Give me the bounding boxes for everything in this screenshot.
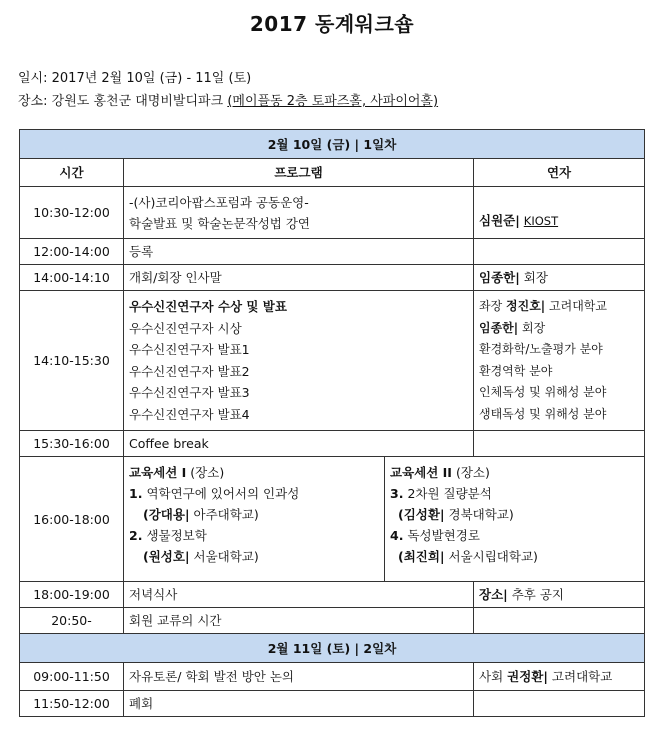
chair-line: [479, 296, 639, 318]
speaker-name: 심원준|: [479, 213, 520, 228]
place-label: 장소:: [18, 94, 48, 109]
session-two: [384, 457, 644, 581]
date-value: 2017년 2월 10일 (금) - 11일 (토): [51, 71, 252, 86]
session-item: [129, 483, 384, 504]
item-number: 3.: [390, 486, 404, 501]
table-row: [20, 457, 645, 582]
speaker-cell: [474, 239, 645, 265]
speaker-cell: [474, 608, 645, 634]
time-cell: 10:30-12:00: [20, 187, 124, 239]
chair-name: 정진호|: [506, 299, 546, 313]
page-title: 2017 동계워크숍: [249, 12, 415, 36]
time-cell: 20:50-: [20, 608, 124, 634]
session-title: 교육세션 II: [390, 465, 452, 480]
speaker-role: 회장: [522, 320, 546, 335]
table-row: [20, 663, 645, 691]
program-item: 우수신진연구자 발표1: [129, 342, 250, 357]
speaker-name: (김성환|: [398, 507, 445, 522]
session-item-speaker: [390, 504, 644, 525]
session-one: [124, 457, 384, 581]
session-item-speaker: [129, 546, 384, 567]
item-title: 독성발현경로: [407, 528, 480, 543]
table-row: [20, 431, 645, 457]
session-room: (장소): [190, 465, 225, 480]
session-room: (장소): [455, 465, 490, 480]
speaker-prefix: 사회: [479, 669, 504, 684]
program-cell: 회원 교류의 시간: [124, 608, 474, 634]
table-row: [20, 265, 645, 291]
time-cell: 14:10-15:30: [20, 291, 124, 431]
program-line: -(사)코리아팝스포럼과 공동운영-: [129, 194, 309, 210]
schedule-table: [19, 129, 645, 717]
topic-line: 생태독성 및 위해성 분야: [479, 406, 607, 421]
time-cell: 15:30-16:00: [20, 431, 124, 457]
session-item: [390, 525, 644, 546]
speaker-cell: [474, 431, 645, 457]
time-cell: 14:00-14:10: [20, 265, 124, 291]
speaker-cell: [474, 663, 645, 691]
session-item: [390, 483, 644, 504]
speaker-affil: 경북대학교): [448, 507, 514, 522]
sessions-wrap: [124, 457, 644, 581]
speaker-name: (강대용|: [143, 507, 190, 522]
col-program-header: 프로그램: [124, 159, 474, 187]
program-cell: 개회/회장 인사말: [124, 265, 474, 291]
date-label: 일시:: [18, 71, 48, 86]
session-title-line: [129, 462, 384, 483]
speaker-name: (원성호|: [143, 549, 190, 564]
topic-line: 환경화학/노출평가 분야: [479, 342, 603, 356]
speaker-name: 임종한|: [479, 320, 519, 335]
time-cell: 18:00-19:00: [20, 582, 124, 608]
item-number: 2.: [129, 528, 143, 543]
table-row: [20, 291, 645, 431]
program-item: 우수신진연구자 시상: [129, 320, 242, 336]
speaker-affil: KIOST: [523, 214, 559, 228]
program-line: 학술발표 및 학술논문작성법 강연: [129, 215, 310, 231]
time-cell: 16:00-18:00: [20, 457, 124, 582]
speaker-line: [479, 318, 639, 340]
speaker-affil: 서울대학교): [193, 549, 259, 564]
day2-header: 2월 11일 (토) | 2일차: [20, 634, 645, 663]
speaker-affil: 서울시립대학교): [448, 549, 538, 564]
chair-affil: 고려대학교: [549, 299, 607, 313]
speaker-role: 회장: [523, 270, 548, 285]
session-item-speaker: [390, 546, 644, 567]
table-header-row: [20, 159, 645, 187]
program-cell: Coffee break: [124, 431, 474, 457]
program-cell: 저녁식사: [124, 582, 474, 608]
time-cell: 11:50-12:00: [20, 691, 124, 717]
speaker-cell: [474, 265, 645, 291]
day1-header: 2월 10일 (금) | 1일차: [20, 130, 645, 159]
program-cell: 등록: [124, 239, 474, 265]
program-cell: 폐회: [124, 691, 474, 717]
program-title: 우수신진연구자 수상 및 발표: [129, 299, 287, 314]
time-cell: 09:00-11:50: [20, 663, 124, 691]
table-row: [20, 608, 645, 634]
topic-line: 인체독성 및 위해성 분야: [479, 385, 607, 399]
program-item: 우수신진연구자 발표2: [129, 363, 250, 379]
chair-label: 좌장: [479, 299, 503, 313]
table-row: [20, 187, 645, 239]
session-item-speaker: [129, 504, 384, 525]
sessions-cell: [124, 457, 645, 582]
topic-line: 환경역학 분야: [479, 363, 553, 378]
table-row: [20, 582, 645, 608]
table-row: [20, 239, 645, 265]
program-cell: [124, 187, 474, 239]
event-place: [18, 90, 438, 109]
item-title: 역학연구에 있어서의 인과성: [146, 486, 300, 501]
speaker-cell: [474, 291, 645, 431]
place-detail: (메이플동 2층 토파즈홀, 사파이어홀): [227, 94, 439, 109]
speaker-name: 권정환|: [507, 669, 548, 684]
item-title: 생물정보학: [146, 528, 207, 543]
session-title-line: [390, 462, 644, 483]
item-number: 1.: [129, 486, 143, 501]
col-time-header: 시간: [20, 159, 124, 187]
speaker-name: 장소|: [479, 587, 508, 602]
speaker-name: (최진희|: [398, 549, 445, 564]
time-cell: 12:00-14:00: [20, 239, 124, 265]
event-date: [18, 67, 251, 86]
program-item: 우수신진연구자 발표4: [129, 406, 250, 422]
speaker-cell: [474, 187, 645, 239]
program-cell: 자유토론/ 학회 발전 방안 논의: [124, 663, 474, 691]
speaker-affil: 고려대학교: [551, 669, 613, 684]
item-title: 2차원 질량분석: [407, 486, 492, 501]
speaker-cell: [474, 691, 645, 717]
session-item: [129, 525, 384, 546]
program-item: 우수신진연구자 발표3: [129, 385, 250, 400]
speaker-cell: [474, 582, 645, 608]
item-number: 4.: [390, 528, 404, 543]
session-title: 교육세션 I: [129, 465, 187, 480]
speaker-name: 임종한|: [479, 270, 520, 285]
program-cell: [124, 291, 474, 431]
speaker-affil: 아주대학교): [193, 507, 259, 522]
speaker-note: 추후 공지: [511, 587, 564, 602]
place-main: 강원도 홍천군 대명비발디파크: [51, 94, 224, 109]
table-row: [20, 691, 645, 717]
col-speaker-header: 연자: [474, 159, 645, 187]
